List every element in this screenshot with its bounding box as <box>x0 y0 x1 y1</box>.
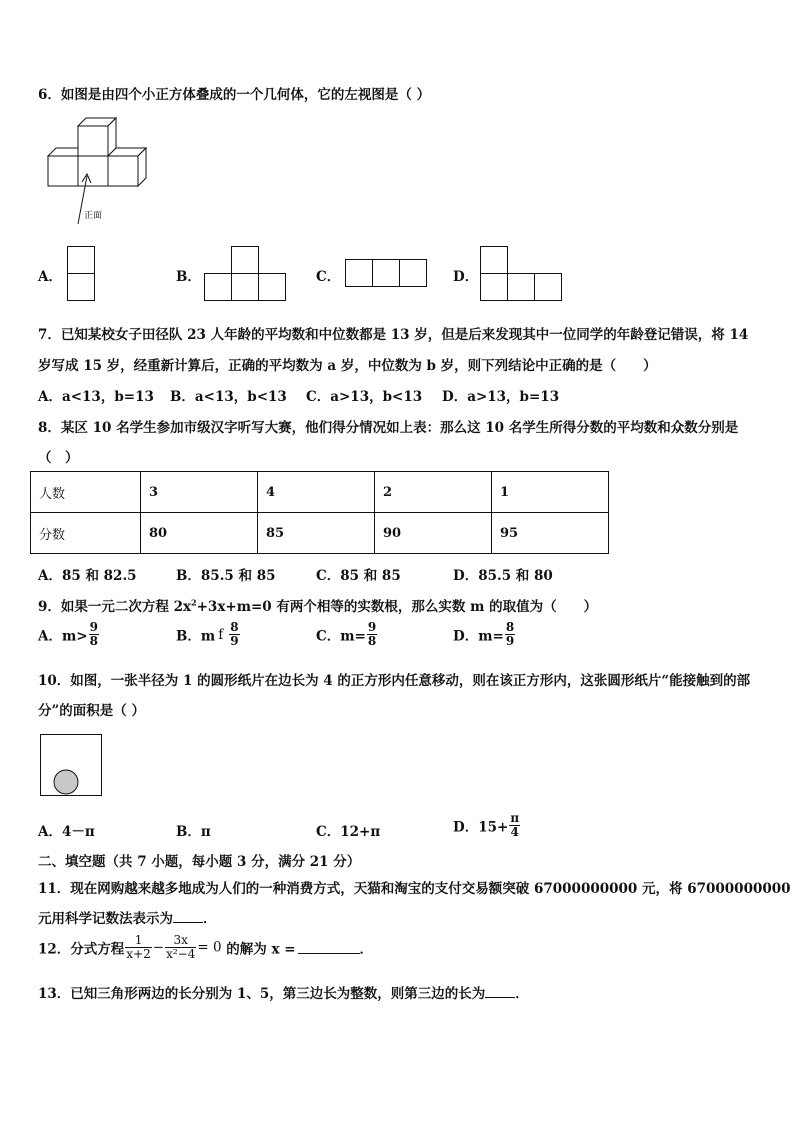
q6-option-a-figure <box>67 246 97 302</box>
q9-superscript: 2 <box>191 597 197 608</box>
q10-stem-line1: 10．如图，一张半径为 1 的圆形纸片在边长为 4 的正方形内任意移动，则在该正方形内，这张圆形纸片“能接触到的部 <box>38 673 751 689</box>
table-row <box>31 513 609 554</box>
q6-option-b-figure <box>204 246 288 302</box>
q7-stem-line2: 岁写成 15 岁，经重新计算后，正确的平均数为 a 岁，中位数为 b 岁，则下列结论中正确的是（ ） <box>38 358 657 374</box>
q13-stem <box>38 982 529 1002</box>
q9-stem-post: +3x+m=0 有两个相等的实数根，那么实数 m 的取值为（ ） <box>196 599 598 615</box>
q12-text: 12．分式方程 <box>38 941 125 958</box>
q9-option-c[interactable] <box>316 621 378 648</box>
q12-fraction-2 <box>165 934 196 961</box>
q7-stem-line1: 7．已知某校女子田径队 23 人年龄的平均数和中位数都是 13 岁，但是后来发现其中一位同学的年龄登记错误，将 14 <box>38 327 749 343</box>
q11-text: 元用科学记数法表示为 <box>38 911 173 927</box>
fraction-denominator: 8 <box>89 634 98 648</box>
paper-circle <box>54 770 78 794</box>
table-cell: 分数 <box>31 513 141 554</box>
fraction-denominator: x²−4 <box>166 947 196 961</box>
q8-option-c[interactable]: C．85 和 85 <box>316 568 401 584</box>
q8-stem-line2: （ ） <box>38 450 79 466</box>
q6-option-a-label[interactable]: A． <box>38 269 62 285</box>
fraction-denominator: 4 <box>510 825 519 839</box>
q10-option-c[interactable]: C．12+π <box>316 824 381 840</box>
table-cell: 85 <box>258 513 375 554</box>
q12-stem <box>38 934 373 961</box>
q10-stem-line2: 分”的面积是（ ） <box>38 703 145 719</box>
minus-sign: − <box>152 939 165 956</box>
q9-option-d-label: D．m= <box>453 628 504 645</box>
fraction-denominator: x+2 <box>126 947 151 961</box>
q10-option-b[interactable]: B．π <box>176 824 211 840</box>
front-label: 正面 <box>84 211 103 221</box>
q9-option-a[interactable] <box>38 621 100 648</box>
q13-period: ． <box>515 986 529 1002</box>
q7-option-b[interactable]: B．a<13，b<13 <box>170 389 287 405</box>
fraction-denominator: 8 <box>367 634 377 648</box>
table-cell: 95 <box>492 513 609 554</box>
answer-blank[interactable] <box>485 985 515 998</box>
q8-option-a[interactable]: A．85 和 82.5 <box>38 568 137 584</box>
score-table <box>30 471 609 554</box>
q10-option-d-fraction <box>509 812 520 839</box>
q12-period: ． <box>359 941 374 958</box>
fraction-numerator: 9 <box>367 620 377 634</box>
q8-option-b[interactable]: B．85.5 和 85 <box>176 568 276 584</box>
q12-fraction-1 <box>125 934 151 961</box>
table-cell: 1 <box>492 472 609 513</box>
table-cell: 3 <box>141 472 258 513</box>
q10-option-d[interactable] <box>453 812 521 839</box>
q9-option-a-fraction <box>89 621 99 648</box>
q9-stem <box>38 595 597 615</box>
q6-option-b-label[interactable]: B． <box>176 269 201 285</box>
table-cell: 90 <box>375 513 492 554</box>
q7-option-d[interactable]: D．a>13，b=13 <box>442 389 560 405</box>
q6-option-d-figure <box>480 246 564 302</box>
q9-stem-pre: 9．如果一元二次方程 2x <box>38 599 192 615</box>
fraction-numerator: 3x <box>165 934 196 948</box>
q11-period: ． <box>203 911 217 927</box>
q9-option-d[interactable] <box>453 621 516 648</box>
q9-option-c-fraction <box>367 621 377 648</box>
equals-zero: = 0 <box>197 939 222 956</box>
fraction-denominator: 9 <box>230 634 239 648</box>
q12-solution-text: 的解为 x = <box>221 941 296 958</box>
table-cell: 2 <box>375 472 492 513</box>
q9-option-b[interactable] <box>176 621 241 648</box>
fraction-numerator: π <box>510 811 520 825</box>
answer-blank[interactable] <box>173 910 203 923</box>
q6-stem: 6．如图是由四个小正方体叠成的一个几何体，它的左视图是（ ） <box>38 87 431 103</box>
fraction-numerator: 1 <box>125 934 151 948</box>
q7-option-a[interactable]: A．a<13，b=13 <box>38 389 154 405</box>
fraction-numerator: 8 <box>230 620 239 634</box>
answer-blank[interactable] <box>298 941 360 954</box>
q8-stem-line1: 8．某区 10 名学生参加市级汉字听写大赛，他们得分情况如上表：那么这 10 名学生所得分数的平均数和众数分别是 <box>38 420 739 436</box>
table-cell: 4 <box>258 472 375 513</box>
q9-option-b-symbol: f <box>218 626 224 643</box>
q6-option-c-figure <box>345 259 429 289</box>
fraction-denominator: 9 <box>505 634 515 648</box>
table-cell: 80 <box>141 513 258 554</box>
q6-option-c-label[interactable]: C． <box>316 269 341 285</box>
q9-option-c-label: C．m= <box>316 628 366 645</box>
q7-option-c[interactable]: C．a>13，b<13 <box>306 389 423 405</box>
table-cell: 人数 <box>31 472 141 513</box>
q10-option-d-label: D．15+ <box>453 819 509 836</box>
q9-option-a-label: A．m> <box>38 628 88 645</box>
q9-option-d-fraction <box>505 621 515 648</box>
fraction-numerator: 8 <box>505 620 515 634</box>
fraction-numerator: 9 <box>89 620 98 634</box>
q9-option-b-fraction <box>229 621 239 648</box>
q13-text: 13．已知三角形两边的长分别为 1、5，第三边长为整数，则第三边的长为 <box>38 986 486 1002</box>
q11-stem-line1: 11．现在网购越来越多地成为人们的一种消费方式，天猫和淘宝的支付交易额突破 67000000000 元，将 67000000000 <box>38 881 791 897</box>
q9-option-b-label: B．m <box>176 628 216 645</box>
q11-stem-line2 <box>38 907 217 927</box>
table-row <box>31 472 609 513</box>
q6-option-d-label[interactable]: D． <box>453 269 479 285</box>
q10-square-figure <box>40 734 104 798</box>
q8-option-d[interactable]: D．85.5 和 80 <box>453 568 553 584</box>
q10-option-a[interactable]: A．4－π <box>38 824 95 840</box>
section-title: 二、填空题（共 7 小题，每小题 3 分，满分 21 分） <box>38 854 361 870</box>
